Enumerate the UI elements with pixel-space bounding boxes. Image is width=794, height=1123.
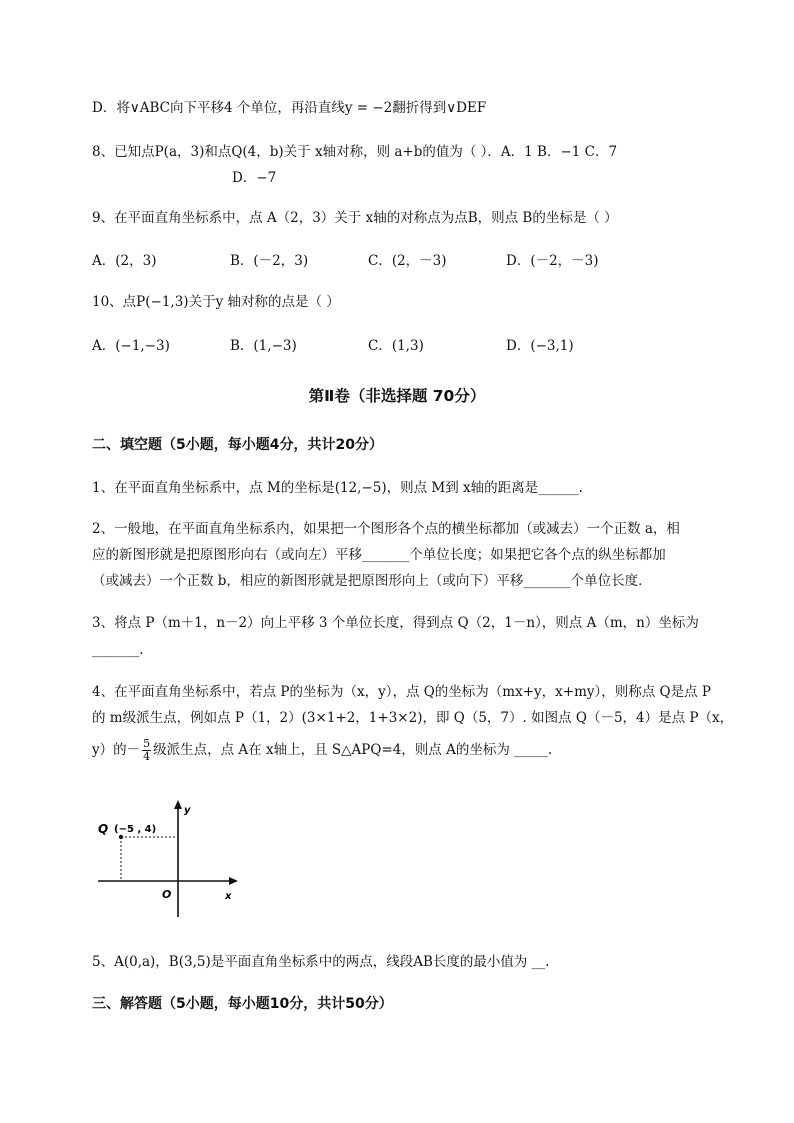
x-axis-label: x xyxy=(225,891,232,902)
y-axis-arrow xyxy=(174,800,182,809)
fraction xyxy=(142,738,151,763)
fill-q5: 5、A(0,a)，B(3,5)是平面直角坐标系中的两点，线段AB长度的最小值为 __. xyxy=(92,954,550,970)
part2-title: 第Ⅱ卷（非选择题 70分） xyxy=(308,387,486,405)
q9-option-d: D．(－2，－3) xyxy=(506,253,599,269)
q8-stem: 8、已知点P(a，3)和点Q(4，b)关于 x轴对称，则 a+b的值为（ ）．A．1 B．−1 C．7 xyxy=(92,144,618,160)
fill-q1: 1、在平面直角坐标系中，点 M的坐标是(12,−5)，则点 M到 x轴的距离是______. xyxy=(92,480,583,496)
fill-q4-line2: 的 m级派生点，例如点 P（1，2）(3×1+2，1+3×2)，即 Q（5，7）. 如图点 Q（－5，4）是点 P（x， xyxy=(92,710,734,726)
q9-option-b: B．(－2，3) xyxy=(230,253,309,269)
q10-option-c: C．(1,3) xyxy=(368,338,424,354)
fill-q3-line1: 3、将点 P（m＋1，n－2）向上平移 3 个单位长度，得到点 Q（2，1－n），则点 A（m，n）坐标为 xyxy=(92,615,699,631)
coordinate-figure xyxy=(92,795,252,925)
q9-option-a: A．(2，3) xyxy=(92,253,157,269)
y-axis-label: y xyxy=(184,805,191,816)
q9-stem: 9、在平面直角坐标系中，点 A（2，3）关于 x轴的对称点为点B，则点 B的坐标是（ ） xyxy=(92,210,618,226)
fill-q2-line3: （或减去）一个正数 b，相应的新图形就是把原图形向上（或向下）平移_______个单位长度． xyxy=(92,573,652,589)
fill-section-heading: 二、填空题（5小题，每小题4分，共计20分） xyxy=(92,437,383,453)
q10-option-b: B．(1,−3) xyxy=(230,338,297,354)
fill-q4-line1: 4、在平面直角坐标系中，若点 P的坐标为（x，y），点 Q的坐标为（mx+y，x+my），则称点 Q是点 P xyxy=(92,684,712,700)
fraction-numerator: 5 xyxy=(143,737,151,750)
point-q-label: Q xyxy=(98,822,109,836)
fill-q2-line1: 2、一般地，在平面直角坐标系内，如果把一个图形各个点的横坐标都加（或减去）一个正数 a，相 xyxy=(92,521,680,537)
fill-q4-line3-pre: y）的－ xyxy=(92,742,141,758)
q10-stem: 10、点P(−1,3)关于y 轴对称的点是（ ） xyxy=(92,294,340,310)
fraction-denominator: 4 xyxy=(143,750,151,763)
answer-section-heading: 三、解答题（5小题，每小题10分，共计50分） xyxy=(92,996,393,1012)
fill-q4-line3-post: 级派生点，点 A在 x轴上，且 S△APQ=4，则点 A的坐标为 _____. xyxy=(153,742,553,758)
point-q xyxy=(119,835,123,839)
q8-option-d: D．−7 xyxy=(232,170,277,186)
origin-label: O xyxy=(162,888,172,901)
fill-q3-line2: _______. xyxy=(92,642,144,658)
x-axis-arrow xyxy=(229,877,238,885)
q10-option-a: A．(−1,−3) xyxy=(92,338,170,354)
q10-option-d: D．(−3,1) xyxy=(506,338,574,354)
fill-q4-line3 xyxy=(92,738,552,763)
fill-q2-line2: 应的新图形就是把原图形向右（或向左）平移_______个单位长度；如果把它各个点的纵坐标都加 xyxy=(92,547,666,563)
point-q-coord: (−5 , 4) xyxy=(114,824,157,835)
q7-option-d: D．将∨ABC向下平移4 个单位，再沿直线y = −2翻折得到∨DEF xyxy=(92,100,487,116)
q9-option-c: C．(2，－3) xyxy=(368,253,447,269)
